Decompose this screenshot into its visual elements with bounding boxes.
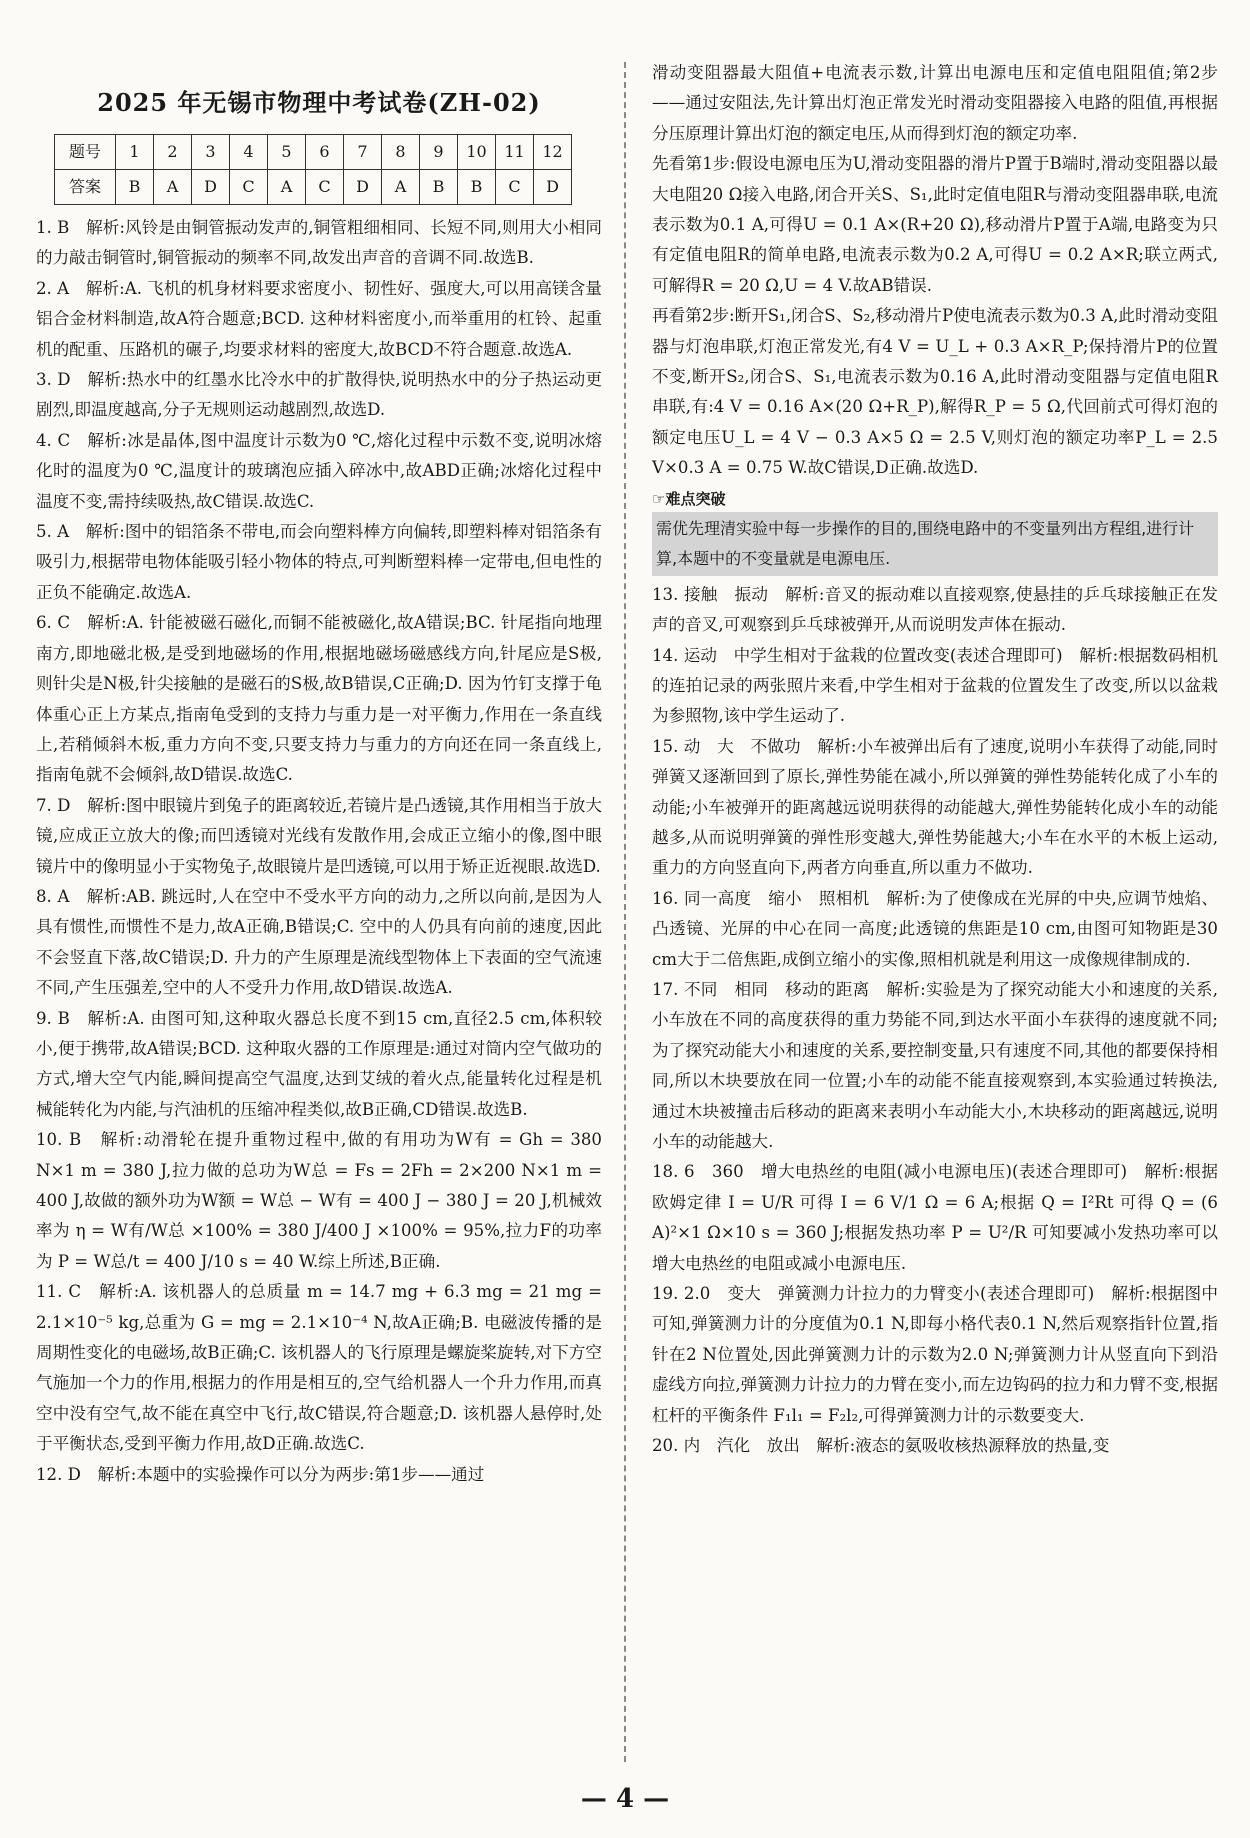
right-column [652,58,1218,1461]
question-number: 7 [344,135,382,170]
explanation-item: 12. D 解析:本题中的实验操作可以分为两步:第1步——通过 [36,1464,485,1484]
answer-cell: D [344,170,382,205]
answer-cell: B [420,170,458,205]
explanation-item: 10. B 解析:动滑轮在提升重物过程中,做的有用功为W有 = Gh = 380 N×1 m = 380 J,拉力做的总功为W总 = Fs = 2Fh = 2×200 N×1 m = 400 J,故做的额外功为W额 = W总 − W有 = 400 J − 380 J = 20 J,机械效率为 η = W有/W总 ×100% = 380 J/400 J ×100% = 95%,拉力F的功率为 P = W总/t = 400 J/10 s = 40 W.综上所述,B正确. [36,1130,602,1271]
explanation-item: 15. 动 大 不做功 解析:小车被弹出后有了速度,说明小车获得了动能,同时弹簧又逐渐回到了原长,弹性势能在减小,所以弹簧的弹性势能转化成了小车的动能;小车被弹开的距离越远说明获得的动能越大,弹性势能转化成小车的动能越多,从而说明弹簧的弹性形变越大,弹性势能越大;小车在水平的木板上运动,重力的方向竖直向下,两者方向垂直,所以重力不做功. [652,736,1218,878]
explanation-item: 13. 接触 振动 解析:音叉的振动难以直接观察,使悬挂的乒乓球接触正在发声的音叉,可观察到乒乓球被弹开,从而说明发声体在振动. [652,584,1218,635]
answer-table-row-label: 题号 [55,135,116,170]
explanation-item: 3. D 解析:热水中的红墨水比冷水中的扩散得快,说明热水中的分子热运动更剧烈,即温度越高,分子无规则运动越剧烈,故选D. [36,370,602,420]
answer-table [54,134,572,205]
explanation-paragraph: 再看第2步:断开S₁,闭合S、S₂,移动滑片P使电流表示数为0.3 A,此时滑动变阻器与灯泡串联,灯泡正常发光,有4 V = U_L + 0.3 A×R_P;保持滑片P的位置不变,断开S₂,闭合S、S₁,电流表示数为0.16 A,此时滑动变阻器与定值电阻R串联,有:4 V = 0.16 A×(20 Ω+R_P),解得R_P = 5 Ω,代回前式可得灯泡的额定电压U_L = 4 V − 0.3 A×5 Ω = 2.5 V,则灯泡的额定功率P_L = 2.5 V×0.3 A = 0.75 W.故C错误,D正确.故选D. [652,306,1218,478]
answer-cell: B [116,170,154,205]
question-number: 5 [268,135,306,170]
answer-table-answer-row [55,170,572,205]
answer-cell: C [306,170,344,205]
question-number: 10 [458,135,496,170]
answer-table-number-row [55,135,572,170]
explanation-item: 6. C 解析:A. 针能被磁石磁化,而铜不能被磁化,故A错误;BC. 针尾指向地理南方,即地磁北极,是受到地磁场的作用,根据地磁场磁感线方向,针尾应是S极,则针尖是N极,针尖接触的是磁石的S极,故B错误,C正确;D. 因为竹钉支撑于龟体重心正上方某点,指南龟受到的支持力与重力是一对平衡力,作用在一条直线上,若稍倾斜木板,重力方向不变,只要支持力与重力的方向还在同一条直线上,指南龟就不会倾斜,故D错误.故选C. [36,613,602,785]
explanation-item: 5. A 解析:图中的铝箔条不带电,而会向塑料棒方向偏转,即塑料棒对铝箔条有吸引力,根据带电物体能吸引轻小物体的特点,可判断塑料棒一定带电,但电性的正负不能确定.故选A. [36,522,602,602]
answer-cell: A [382,170,420,205]
question-number: 8 [382,135,420,170]
explanation-item: 1. B 解析:风铃是由铜管振动发声的,铜管粗细相同、长短不同,则用大小相同的力敲击铜管时,铜管振动的频率不同,故发出声音的音调不同.故选B. [36,218,602,268]
question-number: 4 [230,135,268,170]
explanation-item: 8. A 解析:AB. 跳远时,人在空中不受水平方向的动力,之所以向前,是因为人具有惯性,而惯性不是力,故A正确,B错误;C. 空中的人仍具有向前的速度,因此不会竖直下落,故C错误;D. 升力的产生原理是流线型物体上下表面的空气流速不同,产生压强差,空中的人不受升力作用,故D错误.故选A. [36,886,602,998]
explanation-paragraph: 先看第1步:假设电源电压为U,滑动变阻器的滑片P置于B端时,滑动变阻器以最大电阻20 Ω接入电路,闭合开关S、S₁,此时定值电阻R与滑动变阻器串联,电流表示数为0.1 A,可得U = 0.1 A×(R+20 Ω),移动滑片P置于A端,电路变为只有定值电阻R的简单电路,电流表示数为0.2 A,可得U = 0.2 A×R;联立两式,可解得R = 20 Ω,U = 4 V.故AB错误. [652,154,1218,295]
explanation-continuation: 滑动变阻器最大阻值+电流表示数,计算出电源电压和定值电阻阻值;第2步——通过安阻法,先计算出灯泡正常发光时滑动变阻器接入电路的阻值,再根据分压原理计算出灯泡的额定电压,从而得到灯泡的额定功率. [652,63,1218,143]
answer-cell: D [534,170,572,205]
answer-cell: A [154,170,192,205]
question-number: 12 [534,135,572,170]
difficulty-tip-box: 需优先理清实验中每一步操作的目的,围绕电路中的不变量列出方程组,进行计算,本题中的不变量就是电源电压. [652,512,1218,576]
explanation-item: 16. 同一高度 缩小 照相机 解析:为了使像成在光屏的中央,应调节烛焰、凸透镜、光屏的中心在同一高度;此透镜的焦距是10 cm,由图可知物距是30 cm大于二倍焦距,成倒立缩小的实像,照相机就是利用这一成像规律制成的. [652,888,1218,969]
explanation-item: 11. C 解析:A. 该机器人的总质量 m = 14.7 mg + 6.3 mg = 21 mg = 2.1×10⁻⁵ kg,总重为 G = mg = 2.1×10⁻⁴ N,故A正确;B. 电磁波传播的是周期性变化的电磁场,故B正确;C. 该机器人的飞行原理是螺旋桨旋转,对下方空气施加一个力的作用,根据力的作用是相互的,空气给机器人一个升力作用,而真空中没有空气,故不能在真空中飞行,故C错误,符合题意;D. 该机器人悬停时,处于平衡状态,受到平衡力作用,故D正确.故选C. [36,1282,602,1454]
answer-table-row-label: 答案 [55,170,116,205]
explanation-item: 2. A 解析:A. 飞机的机身材料要求密度小、韧性好、强度大,可以用高镁含量铝合金材料制造,故A符合题意;BCD. 这种材料密度小,而举重用的杠铃、起重机的配重、压路机的碾子,均要求材料的密度大,故BCD不符合题意.故选A. [36,278,602,359]
answer-cell: C [496,170,534,205]
explanation-item: 9. B 解析:A. 由图可知,这种取火器总长度不到15 cm,直径2.5 cm,体积较小,便于携带,故A错误;BCD. 这种取火器的工作原理是:通过对筒内空气做功的方式,增大空气内能,瞬间提高空气温度,达到艾绒的着火点,能量转化过程是机械能转化为内能,与汽油机的压缩冲程类似,故B正确,CD错误.故选B. [36,1008,602,1119]
question-number: 11 [496,135,534,170]
page-number: — 4 — [580,1784,670,1814]
explanation-item: 17. 不同 相同 移动的距离 解析:实验是为了探究动能大小和速度的关系,小车放在不同的高度获得的重力势能不同,到达水平面小车获得的速度就不同;为了探究动能大小和速度的关系,要控制变量,只有速度不同,其他的都要保持相同,所以木块要放在同一位置;小车的动能不能直接观察到,本实验通过转换法,通过木块被撞击后移动的距离来表明小车动能大小,木块移动的距离越远,说明小车的动能越大. [652,979,1218,1151]
answer-cell: D [192,170,230,205]
page-title: 2025 年无锡市物理中考试卷(ZH-02) [97,88,541,117]
column-divider [624,62,626,1762]
left-column [36,58,602,1490]
explanation-item: 20. 内 汽化 放出 解析:液态的氨吸收核热源释放的热量,变 [652,1436,1110,1456]
answer-cell: C [230,170,268,205]
question-number: 2 [154,135,192,170]
answer-cell: A [268,170,306,205]
question-number: 1 [116,135,154,170]
difficulty-tip-heading: ☞难点突破 [652,489,726,508]
question-number: 6 [306,135,344,170]
question-number: 9 [420,135,458,170]
answer-cell: B [458,170,496,205]
explanation-item: 19. 2.0 变大 弹簧测力计拉力的力臂变小(表述合理即可) 解析:根据图中可知,弹簧测力计的分度值为0.1 N,即每小格代表0.1 N,然后观察指针位置,指针在2 N位置处,因此弹簧测力计的示数为2.0 N;弹簧测力计从竖直向下到沿虚线方向拉,弹簧测力计拉力的力臂在变小,而左边钩码的拉力和力臂不变,根据杠杆的平衡条件 F₁l₁ = F₂l₂,可得弹簧测力计的示数要变大. [652,1284,1218,1425]
explanation-item: 18. 6 360 增大电热丝的电阻(减小电源电压)(表述合理即可) 解析:根据欧姆定律 I = U/R 可得 I = 6 V/1 Ω = 6 A;根据 Q = I²Rt 可得 Q = (6 A)²×1 Ω×10 s = 360 J;根据发热功率 P = U²/R 可知要减小发热功率可以增大电热丝的电阻或减小电源电压. [652,1162,1218,1273]
question-number: 3 [192,135,230,170]
explanation-item: 14. 运动 中学生相对于盆栽的位置改变(表述合理即可) 解析:根据数码相机的连拍记录的两张照片来看,中学生相对于盆栽的位置发生了改变,所以以盆栽为参照物,该中学生运动了. [652,645,1218,726]
explanation-item: 7. D 解析:图中眼镜片到兔子的距离较近,若镜片是凸透镜,其作用相当于放大镜,应成正立放大的像;而凹透镜对光线有发散作用,会成正立缩小的像,图中眼镜片中的像明显小于实物兔子,故眼镜片是凹透镜,可以用于矫正近视眼.故选D. [36,795,602,876]
explanation-item: 4. C 解析:冰是晶体,图中温度计示数为0 ℃,熔化过程中示数不变,说明冰熔化时的温度为0 ℃,温度计的玻璃泡应插入碎冰中,故ABD正确;冰熔化过程中温度不变,需持续吸热,故C错误.故选C. [36,430,602,511]
